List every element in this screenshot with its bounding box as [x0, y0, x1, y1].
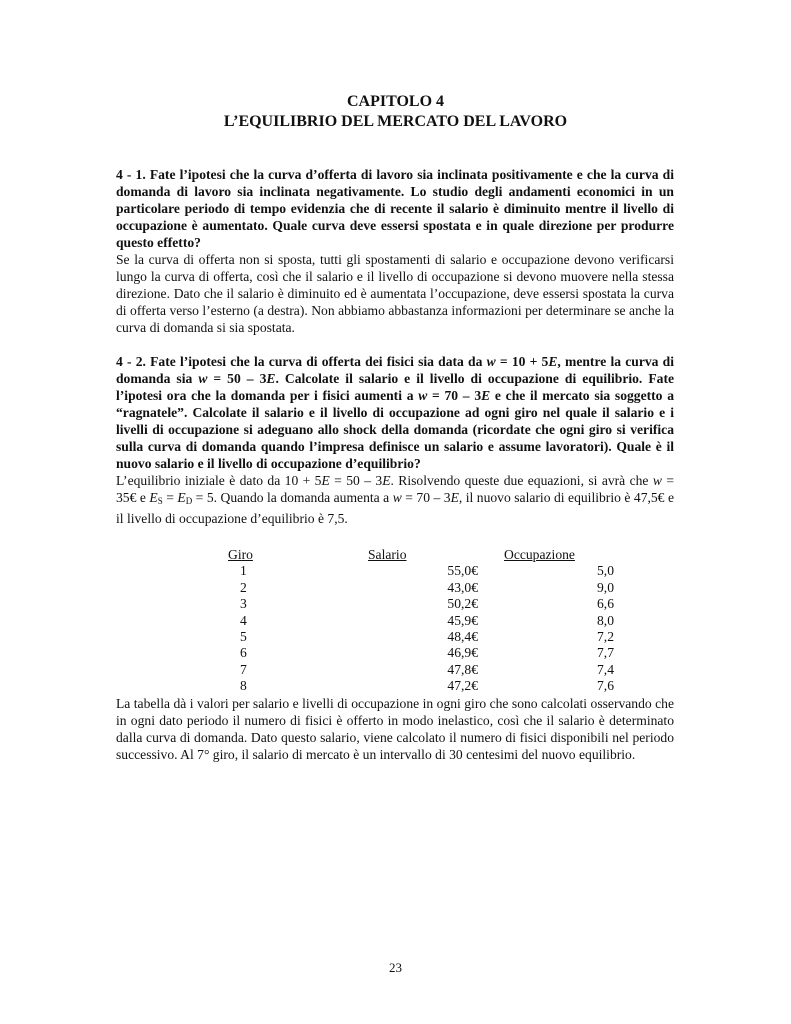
cell-salario: 47,2€: [447, 678, 478, 694]
cell-salario: 50,2€: [447, 596, 478, 612]
answer-4-1: Se la curva di offerta non si sposta, tutti gli spostamenti di salario e occupazione devono verificarsi lungo la curva di offerta, così che il salario e il livello di occupazione si devono muovere nella stessa direzione. Dato che il salario è diminuito ed è aumentata l’occupazione, deve essersi spostata la curva di offerta verso l’esterno (a destra). Non abbiamo abbastanza informazioni per determinare se anche la curva di domanda si sia spostata.: [116, 252, 674, 335]
cell-giro: 6: [240, 645, 247, 661]
cell-occupazione: 8,0: [597, 612, 614, 628]
cell-occupazione: 5,0: [597, 563, 614, 579]
chapter-title: [0, 92, 791, 132]
cell-salario: 45,9€: [447, 612, 478, 628]
cell-occupazione: 7,6: [597, 678, 614, 694]
cell-occupazione: 7,7: [597, 645, 614, 661]
table-row: [228, 678, 674, 694]
cell-salario: 47,8€: [447, 661, 478, 677]
cell-giro: 5: [240, 629, 247, 645]
question-4-2: 4 - 2. Fate l’ipotesi che la curva di offerta dei fisici sia data da w = 10 + 5E, mentre la curva di domanda sia w = 50 – 3E. Calcolate il salario e il livello di occupazione di equilibrio. Fate l’ipotesi ora che la domanda per i fisici aumenti a w = 70 – 3E e che il mercato sia soggetto a “ragnatele”. Calcolate il salario e il livello di occupazione ad ogni giro nel quale il salario e i livelli di occupazione si adeguano allo shock della domanda (ricordate che ogni giro si verifica sulla curva di domanda quando l’impresa definisce un salario e assume lavoratori). Quale è il nuovo salario e il livello di occupazione d’equilibrio?: [116, 354, 675, 471]
cell-giro: 2: [240, 579, 247, 595]
cell-occupazione: 7,2: [597, 629, 614, 645]
answer-4-2: L’equilibrio iniziale è dato da 10 + 5E = 50 – 3E. Risolvendo queste due equazioni, si avrà che w = 35€ e $E_S = E_D = 5$. Quando la domanda aumenta a w = 70 – 3E, il nuovo salario di equilibrio è 47,5€ e il livello di occupazione d’equilibrio è 7,5.: [116, 473, 674, 526]
table-row: [228, 629, 674, 645]
table-row: [228, 596, 674, 612]
chapter-number: CAPITOLO 4: [346, 93, 445, 110]
page-content: [116, 166, 674, 763]
header-salario: Salario: [368, 547, 407, 562]
cell-occupazione: 7,4: [597, 661, 614, 677]
cell-occupazione: 6,6: [597, 596, 614, 612]
closing-paragraph: La tabella dà i valori per salario e livelli di occupazione in ogni giro che sono calcolati osservando che in ogni dato periodo il numero di fisici è offerto in modo inelastico, così che il salario è determinato dalla curva di domanda. Dato questo salario, viene calcolato il numero di fisici disponibili nel periodo successivo. Al 7° giro, il salario di mercato è un intervallo di 30 centesimi del nuovo equilibrio.: [116, 695, 674, 762]
cell-salario: 55,0€: [447, 563, 478, 579]
cell-giro: 1: [240, 563, 247, 579]
table-row: [228, 563, 674, 579]
cell-giro: 8: [240, 678, 247, 694]
cell-salario: 43,0€: [447, 579, 478, 595]
cobweb-table: [116, 547, 674, 695]
header-giro: Giro: [228, 547, 253, 562]
cell-giro: 3: [240, 596, 247, 612]
question-4-1: 4 - 1. Fate l’ipotesi che la curva d’offerta di lavoro sia inclinata positivamente e che la curva di domanda di lavoro sia inclinata negativamente. Lo studio degli andamenti economici in un particolare periodo di tempo evidenzia che di recente il salario è diminuito mentre il livello di occupazione è aumentato. Quale curva deve essersi spostata e in quale direzione per produrre questo effetto?: [116, 167, 674, 250]
cell-salario: 46,9€: [447, 645, 478, 661]
header-occupazione: Occupazione: [504, 547, 575, 562]
page-number: 23: [389, 960, 402, 975]
table-header-row: [228, 547, 674, 563]
cell-giro: 7: [240, 661, 247, 677]
cell-giro: 4: [240, 612, 247, 628]
table-row: [228, 580, 674, 596]
cell-salario: 48,4€: [447, 629, 478, 645]
cell-occupazione: 9,0: [597, 579, 614, 595]
table-row: [228, 662, 674, 678]
table-row: [228, 613, 674, 629]
table-row: [228, 645, 674, 661]
chapter-heading: L’EQUILIBRIO DEL MERCATO DEL LAVORO: [223, 113, 568, 130]
